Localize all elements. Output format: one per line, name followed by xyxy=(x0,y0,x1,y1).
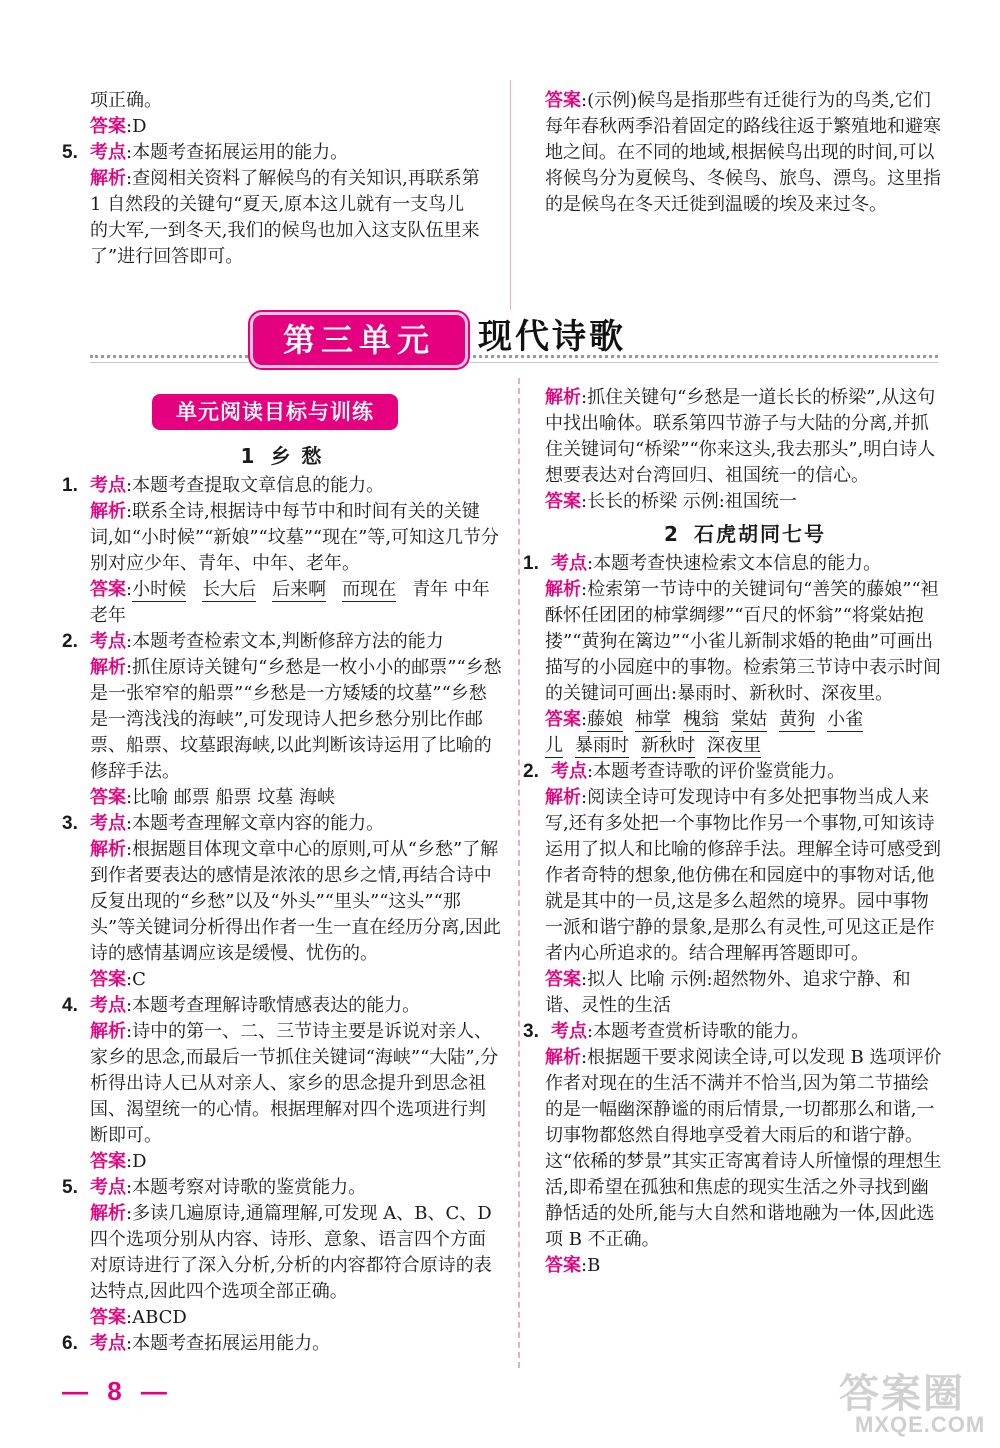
question-number: 6. xyxy=(62,1333,78,1354)
question-5 xyxy=(62,1175,502,1201)
answer-label: 答案 xyxy=(90,579,126,600)
answer-item: 藤娘 xyxy=(587,709,624,730)
jiexi-block xyxy=(62,166,482,270)
kaodian-text: :本题考查赏析诗歌的能力。 xyxy=(587,1021,810,1042)
question-2 xyxy=(523,759,945,785)
unit-badge-text: 第三单元 xyxy=(282,321,435,359)
jiexi-block xyxy=(545,385,945,489)
kaodian-text: :本题考查提取文章信息的能力。 xyxy=(126,475,385,496)
answer-text: :比喻 邮票 船票 坟墓 海峡 xyxy=(126,787,335,808)
watermark-url: MXQE.COM xyxy=(855,1412,986,1437)
kaodian-text: :本题考查拓展运用能力。 xyxy=(126,1333,331,1354)
kaodian-label: 考点 xyxy=(90,1177,126,1198)
paragraph: 项正确。 xyxy=(90,90,162,111)
answer-line xyxy=(62,785,502,811)
question-number: 5. xyxy=(62,1177,78,1198)
answer-item: 长大后 xyxy=(202,579,257,600)
jiexi-block xyxy=(545,577,945,707)
question-number: 1. xyxy=(523,553,539,574)
kaodian-text: :本题考查理解文章内容的能力。 xyxy=(126,813,385,834)
jiexi-label: 解析 xyxy=(90,1203,126,1224)
answer-item: 而现在 xyxy=(342,579,397,600)
answer-label: 答案 xyxy=(90,1307,126,1328)
question-number: 3. xyxy=(523,1021,539,1042)
answer-label: 答案 xyxy=(545,1255,581,1276)
answer-line xyxy=(62,967,502,993)
answer-label: 答案 xyxy=(90,116,126,137)
answer-line xyxy=(545,1253,945,1279)
answer-tail: 青年 中年 老年 xyxy=(90,579,490,626)
kaodian-label: 考点 xyxy=(551,553,587,574)
jiexi-block xyxy=(62,837,502,967)
answer-label: 答案 xyxy=(90,1151,126,1172)
jiexi-label: 解析 xyxy=(545,387,581,408)
question-number: 2. xyxy=(523,761,539,782)
main-right-column xyxy=(523,385,945,1279)
jiexi-text: :根据题干要求阅读全诗,可以发现 B 选项评价作者对现在的生活不满并不恰当,因为第二节描绘的是一幅幽深静谧的雨后情景,一切都那么和谐,一切事物都悠然自得地享受着大雨后的和谐宁静。这“依稀的梦景”其实正寄寓着诗人所憧憬的理想生活,即希望在孤独和焦虑的现实生活之外寻找到幽静恬适的处所,能与大自然和谐地融为一体,因此选项 B 不正确。 xyxy=(545,1047,942,1250)
jiexi-label: 解析 xyxy=(90,168,126,189)
jiexi-text: :查阅相关资料了解候鸟的有关知识,再联系第 1 自然段的关键句“夏天,原本这儿就有一支鸟儿的大军,一到冬天,我们的候鸟也加入这支队伍里来了”进行回答即可。 xyxy=(90,168,480,267)
section-badge-text: 单元阅读目标与训练 xyxy=(176,400,374,424)
column-divider xyxy=(518,378,520,1368)
page-number: — 8 — xyxy=(62,1376,173,1406)
kaodian-text: :本题考查快速检索文本信息的能力。 xyxy=(587,553,882,574)
lesson-number: 1 xyxy=(240,444,257,468)
jiexi-block xyxy=(62,499,502,577)
kaodian-label: 考点 xyxy=(90,475,126,496)
jiexi-text: :联系全诗,根据诗中每节中和时间有关的关键词,如“小时候”“新娘”“坟墓”“现在”等,可知这几节分别对应少年、青年、中年、老年。 xyxy=(90,501,500,574)
lesson-number: 2 xyxy=(664,522,680,546)
jiexi-label: 解析 xyxy=(90,657,126,678)
question-number: 1. xyxy=(62,475,78,496)
watermark-text: 答案圈 xyxy=(839,1371,965,1417)
watermark-logo xyxy=(835,1362,995,1448)
question-number: 3. xyxy=(62,813,78,834)
question-6 xyxy=(62,1331,502,1357)
kaodian-label: 考点 xyxy=(90,1333,126,1354)
answer-line: 答案:小时候 长大后 后来啊 而现在 青年 中年 老年 xyxy=(90,579,490,626)
jiexi-label: 解析 xyxy=(90,501,126,522)
answer-block xyxy=(545,88,945,218)
question-5 xyxy=(62,140,482,166)
kaodian-text: :本题考查理解诗歌情感表达的能力。 xyxy=(126,995,421,1016)
answer-line: 答案:藤娘 柿掌 槐翁 棠姑 黄狗 小雀 xyxy=(545,709,864,730)
jiexi-text: :抓住原诗关键句“乡愁是一枚小小的邮票”“乡愁是一张窄窄的船票”“乡愁是一方矮矮的坟墓”“乡愁是一湾浅浅的海峡”,可发现诗人把乡愁分别比作邮票、船票、坟墓跟海峡,以此判断该诗运用了比喻的修辞手法。 xyxy=(90,657,502,782)
kaodian-text: :本题考查检索文本,判断修辞方法的能力 xyxy=(126,631,444,652)
jiexi-label: 解析 xyxy=(90,839,126,860)
answer-value: :D xyxy=(126,116,147,137)
jiexi-label: 解析 xyxy=(545,579,581,600)
column-divider xyxy=(510,80,511,310)
answer-text: :D xyxy=(126,1151,147,1172)
jiexi-block xyxy=(545,1045,945,1253)
jiexi-block xyxy=(62,1019,502,1149)
kaodian-label: 考点 xyxy=(551,1021,587,1042)
unit-title: 现代诗歌 xyxy=(478,317,626,357)
jiexi-text: :阅读全诗可发现诗中有多处把事物当成人来写,还有多处把一个事物比作另一个事物,可知该诗运用了拟人和比喻的修辞手法。理解全诗可感受到作者奇特的想象,他仿佛在和园庭中的事物对话,他就是其中的一员,这是多么超然的境界。园中事物一派和谐宁静的景象,是那么有灵性,可见这正是作者内心所追求的。结合理解再答题即可。 xyxy=(545,787,941,964)
answer-item: 槐翁 xyxy=(683,709,720,730)
lesson-title xyxy=(545,521,945,547)
question-3 xyxy=(523,1019,945,1045)
jiexi-label: 解析 xyxy=(545,1047,581,1068)
answer-label: 答案 xyxy=(545,491,581,512)
question-3 xyxy=(62,811,502,837)
answer-text: :B xyxy=(581,1255,601,1276)
unit-rule xyxy=(90,362,938,363)
kaodian-text: :本题考查诗歌的评价鉴赏能力。 xyxy=(587,761,846,782)
kaodian-text: :本题考察对诗歌的鉴赏能力。 xyxy=(126,1177,367,1198)
question-number: 5. xyxy=(62,142,78,163)
kaodian-label: 考点 xyxy=(90,813,126,834)
question-1 xyxy=(523,551,945,577)
kaodian-text: :本题考查拓展运用的能力。 xyxy=(126,142,349,163)
section-badge xyxy=(152,394,398,430)
answer-item: 儿 xyxy=(545,735,563,756)
question-number: 4. xyxy=(62,995,78,1016)
answer-label: 答案 xyxy=(545,969,581,990)
answer-item: 黄狗 xyxy=(779,709,816,730)
jiexi-block xyxy=(62,1201,502,1305)
jiexi-text: :根据题目体现文章中心的原则,可从“乡愁”了解到作者要表达的感情是浓浓的思乡之情,再结合诗中反复出现的“乡愁”以及“外头”“里头”“这头”“那头”等关键词分析得出作者一生一直在经历分离,因此诗的感情基调应该是缓慢、忧伤的。 xyxy=(90,839,501,964)
jiexi-text: :抓住关键句“乡愁是一道长长的桥梁”,从这句中找出喻体。联系第四节游子与大陆的分离,并抓住关键词句“桥梁”“你来这头,我去那头”,明白诗人想要表达对台湾回归、祖国统一的信心。 xyxy=(545,387,936,486)
answer-text: :拟人 比喻 示例:超然物外、追求宁静、和谐、灵性的生活 xyxy=(545,969,911,1016)
answer-label: 答案 xyxy=(545,709,581,730)
answer-item: 棠姑 xyxy=(731,709,768,730)
question-1 xyxy=(62,473,502,499)
answer-line xyxy=(545,967,945,1019)
answer-line xyxy=(545,489,945,515)
answer-label: 答案 xyxy=(90,787,126,808)
answer-text: :长长的桥梁 示例:祖国统一 xyxy=(581,491,797,512)
answer-label: 答案 xyxy=(545,90,581,111)
answer-text: :C xyxy=(126,969,146,990)
answer-text: :(示例)候鸟是指那些有迁徙行为的鸟类,它们每年春秋两季沿着固定的路线往返于繁殖地和避寒地之间。在不同的地域,根据候鸟出现的时间,可以将候鸟分为夏候鸟、冬候鸟、旅鸟、漂鸟。这里指的是候鸟在冬天迁徙到温暖的埃及来过冬。 xyxy=(545,90,941,215)
lesson-name: 乡 愁 xyxy=(270,444,324,468)
jiexi-label: 解析 xyxy=(90,1021,126,1042)
answer-line xyxy=(545,733,945,759)
main-left-column xyxy=(62,437,502,1357)
top-right-column xyxy=(545,88,945,218)
jiexi-text: :多读几遍原诗,通篇理解,可发现 A、B、C、D 四个选项分别从内容、诗形、意象、语言四个方面对原诗进行了深入分析,分析的内容都符合原诗的表达特点,因此四个选项全部正确。 xyxy=(90,1203,492,1302)
top-left-column xyxy=(62,88,482,270)
answer-item: 暴雨时 xyxy=(575,735,629,756)
answer-item: 后来啊 xyxy=(272,579,327,600)
lesson-title xyxy=(62,443,502,469)
jiexi-block xyxy=(62,655,502,785)
answer-line xyxy=(62,114,482,140)
kaodian-label: 考点 xyxy=(90,995,126,1016)
jiexi-label: 解析 xyxy=(545,787,581,808)
kaodian-label: 考点 xyxy=(551,761,587,782)
answer-text: :ABCD xyxy=(126,1307,187,1328)
jiexi-text: :诗中的第一、二、三节诗主要是诉说对亲人、家乡的思念,而最后一节抓住关键词“海峡”“大陆”,分析得出诗人已从对亲人、家乡的思念提升到思念祖国、渴望统一的心情。根据理解对四个选项进行判断即可。 xyxy=(90,1021,499,1146)
question-2 xyxy=(62,629,502,655)
answer-item: 深夜里 xyxy=(707,735,761,756)
unit-badge xyxy=(250,312,468,368)
question-4 xyxy=(62,993,502,1019)
kaodian-label: 考点 xyxy=(90,142,126,163)
answer-item: 新秋时 xyxy=(641,735,695,756)
jiexi-block xyxy=(545,785,945,967)
lesson-name: 石虎胡同七号 xyxy=(693,522,826,546)
kaodian-label: 考点 xyxy=(90,631,126,652)
answer-item: 小时候 xyxy=(132,579,187,600)
answer-item: 柿掌 xyxy=(635,709,672,730)
answer-line xyxy=(62,1149,502,1175)
answer-line xyxy=(62,1305,502,1331)
question-number: 2. xyxy=(62,631,78,652)
answer-label: 答案 xyxy=(90,969,126,990)
answer-item: 小雀 xyxy=(827,709,864,730)
jiexi-text: :检索第一节诗中的关键词句“善笑的藤娘”“袒酥怀任团团的柿掌绸缪”“百尺的怀翁”“将棠姑抱搂”“黄狗在篱边”“小雀儿新制求婚的艳曲”可画出描写的小园庭中的事物。检索第三节诗中表示时间的关键词可画出:暴雨时、新秋时、深夜里。 xyxy=(545,579,941,704)
